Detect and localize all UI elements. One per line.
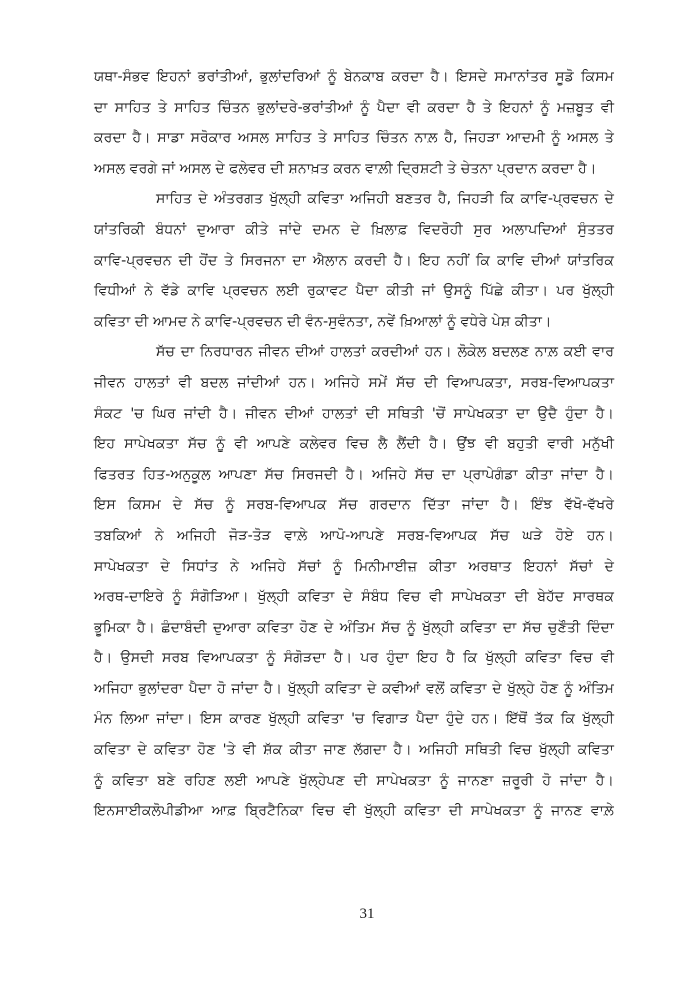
text-line: ਇਨਸਾਈਕਲੋਪੀਡੀਆ ਆਫ਼ ਬ੍ਰਿਟੈਨਿਕਾ ਵਿਚ ਵੀ ਖੁੱਲ੍ਹੀ ਕਵਿਤਾ ਦੀ ਸਾਪੇਖਕਤਾ ਨੂੰ ਜਾਨਣ ਵਾਲ਼ੇ: [94, 803, 614, 820]
text-line: ਕਵਿਤਾ ਦੀ ਆਮਦ ਨੇ ਕਾਵਿ-ਪ੍ਰਵਚਨ ਦੀ ਵੰਨ-ਸੁਵੰਨਤਾ, ਨਵੇਂ ਖ਼ਿਆਲਾਂ ਨੂੰ ਵਧੇਰੇ ਪੇਸ਼ ਕੀਤਾ।: [94, 313, 552, 330]
text-line: ਕਵਿਤਾ ਦੇ ਕਵਿਤਾ ਹੋਣ 'ਤੇ ਵੀ ਸ਼ੱਕ ਕੀਤਾ ਜਾਣ ਲੱਗਦਾ ਹੈ। ਅਜਿਹੀ ਸਥਿਤੀ ਵਿਚ ਖੁੱਲ੍ਹੀ ਕਵਿਤਾ: [94, 742, 614, 759]
text-line: ਸਾਪੇਖਕਤਾ ਦੇ ਸਿਧਾਂਤ ਨੇ ਅਜਿਹੇ ਸੱਚਾਂ ਨੂੰ ਮਿਨੀਮਾਈਜ਼ ਕੀਤਾ ਅਰਥਾਤ ਇਹਨਾਂ ਸੱਚਾਂ ਦੇ: [94, 558, 614, 575]
text-line: ਕਰਦਾ ਹੈ। ਸਾਡਾ ਸਰੋਕਾਰ ਅਸਲ ਸਾਹਿਤ ਤੇ ਸਾਹਿਤ ਚਿੰਤਨ ਨਾਲ਼ ਹੈ, ਜਿਹੜਾ ਆਦਮੀ ਨੂੰ ਅਸਲ ਤੇ: [94, 130, 614, 147]
text-line: ਵਿਧੀਆਂ ਨੇ ਵੱਡੇ ਕਾਵਿ ਪ੍ਰਵਚਨ ਲਈ ਰੁਕਾਵਟ ਪੈਦਾ ਕੀਤੀ ਜਾਂ ਉਸਨੂੰ ਪਿੱਛੇ ਕੀਤਾ। ਪਰ ਖੁੱਲ੍ਹੀ: [94, 283, 614, 300]
text-line: ਹੈ। ਉਸਦੀ ਸਰਬ ਵਿਆਪਕਤਾ ਨੂੰ ਸੰਗੋੜਦਾ ਹੈ। ਪਰ ਹੁੰਦਾ ਇਹ ਹੈ ਕਿ ਖੁੱਲ੍ਹੀ ਕਵਿਤਾ ਵਿਚ ਵੀ: [94, 650, 614, 667]
text-line: ਮੰਨ ਲਿਆ ਜਾਂਦਾ। ਇਸ ਕਾਰਣ ਖੁੱਲ੍ਹੀ ਕਵਿਤਾ 'ਚ ਵਿਗਾੜ ਪੈਦਾ ਹੁੰਦੇ ਹਨ। ਇੱਥੋਂ ਤੱਕ ਕਿ ਖੁੱਲ੍ਹੀ: [94, 711, 614, 728]
text-line: ਯਥਾ-ਸੰਭਵ ਇਹਨਾਂ ਭਰਾਂਤੀਆਂ, ਭੁਲਾਂਦਰਿਆਂ ਨੂੰ ਬੇਨਕਾਬ ਕਰਦਾ ਹੈ। ਇਸਦੇ ਸਮਾਨਾਂਤਰ ਸੂਡੋ ਕਿਸਮ: [94, 69, 614, 85]
paragraph-first-line: ਸਾਹਿਤ ਦੇ ਅੰਤਰਗਤ ਖੁੱਲ੍ਹੀ ਕਵਿਤਾ ਅਜਿਹੀ ਬਣਤਰ ਹੈ, ਜਿਹੜੀ ਕਿ ਕਾਵਿ-ਪ੍ਰਵਚਨ ਦੇ: [156, 191, 614, 208]
text-line: ਅਸਲ ਵਰਗੇ ਜਾਂ ਅਸਲ ਦੇ ਫਲੇਵਰ ਦੀ ਸ਼ਨਾਖ਼ਤ ਕਰਨ ਵਾਲ਼ੀ ਦ੍ਰਿਸ਼ਟੀ ਤੇ ਚੇਤਨਾ ਪ੍ਰਦਾਨ ਕਰਦਾ ਹੈ।: [94, 160, 597, 177]
body-text: [94, 62, 614, 827]
text-line: ਸੰਕਟ 'ਚ ਘਿਰ ਜਾਂਦੀ ਹੈ। ਜੀਵਨ ਦੀਆਂ ਹਾਲਤਾਂ ਦੀ ਸਥਿਤੀ 'ਚੋਂ ਸਾਪੇਖਕਤਾ ਦਾ ਉਦੈ ਹੁੰਦਾ ਹੈ।: [94, 405, 614, 422]
text-line: ਇਹ ਸਾਪੇਖਕਤਾ ਸੱਚ ਨੂੰ ਵੀ ਆਪਣੇ ਕਲੇਵਰ ਵਿਚ ਲੈ ਲੈਂਦੀ ਹੈ। ਉਂਝ ਵੀ ਬਹੁਤੀ ਵਾਰੀ ਮਨੁੱਖੀ: [94, 436, 614, 453]
text-line: ਨੂੰ ਕਵਿਤਾ ਬਣੇ ਰਹਿਣ ਲਈ ਆਪਣੇ ਖੁੱਲ੍ਹੇਪਣ ਦੀ ਸਾਪੇਖਕਤਾ ਨੂੰ ਜਾਨਣਾ ਜ਼ਰੂਰੀ ਹੋ ਜਾਂਦਾ ਹੈ।: [94, 772, 614, 789]
text-line: ਯਾਂਤਰਿਕੀ ਬੰਧਨਾਂ ਦੁਆਰਾ ਕੀਤੇ ਜਾਂਦੇ ਦਮਨ ਦੇ ਖ਼ਿਲਾਫ਼ ਵਿਦਰੋਹੀ ਸੁਰ ਅਲਾਪਦਿਆਂ ਸੁੰਤਤਰ: [94, 221, 614, 238]
text-line: ਕਾਵਿ-ਪ੍ਰਵਚਨ ਦੀ ਹੋਂਦ ਤੇ ਸਿਰਜਨਾ ਦਾ ਐਲਾਨ ਕਰਦੀ ਹੈ। ਇਹ ਨਹੀਂ ਕਿ ਕਾਵਿ ਦੀਆਂ ਯਾਂਤਰਿਕ: [94, 252, 614, 269]
text-line: ਤਬਕਿਆਂ ਨੇ ਅਜਿਹੀ ਜੋੜ-ਤੋੜ ਵਾਲ਼ੇ ਆਪੋ-ਆਪਣੇ ਸਰਬ-ਵਿਆਪਕ ਸੱਚ ਘੜੇ ਹੋਏ ਹਨ।: [94, 527, 614, 544]
text-line: ਦਾ ਸਾਹਿਤ ਤੇ ਸਾਹਿਤ ਚਿੰਤਨ ਭੁਲਾਂਦਰੇ-ਭਰਾਂਤੀਆਂ ਨੂੰ ਪੈਦਾ ਵੀ ਕਰਦਾ ਹੈ ਤੇ ਇਹਨਾਂ ਨੂੰ ਮਜ਼ਬੂਤ ਵੀ: [94, 99, 614, 116]
text-line: ਅਰਥ-ਦਾਇਰੇ ਨੂੰ ਸੰਗੋੜਿਆ। ਖੁੱਲ੍ਹੀ ਕਵਿਤਾ ਦੇ ਸੰਬੰਧ ਵਿਚ ਵੀ ਸਾਪੇਖਕਤਾ ਦੀ ਬੇਹੱਦ ਸਾਰਥਕ: [94, 589, 614, 606]
paragraph-first-line: ਸੱਚ ਦਾ ਨਿਰਧਾਰਨ ਜੀਵਨ ਦੀਆਂ ਹਾਲਤਾਂ ਕਰਦੀਆਂ ਹਨ। ਲੋਕੇਲ ਬਦਲਣ ਨਾਲ਼ ਕਈ ਵਾਰ: [156, 344, 614, 361]
text-line: ਫਿਤਰਤ ਹਿਤ-ਅਨੁਕੂਲ ਆਪਣਾ ਸੱਚ ਸਿਰਜਦੀ ਹੈ। ਅਜਿਹੇ ਸੱਚ ਦਾ ਪ੍ਰਾਪੇਗੰਡਾ ਕੀਤਾ ਜਾਂਦਾ ਹੈ।: [94, 466, 614, 483]
page-number: 31: [359, 906, 375, 922]
text-line: ਅਜਿਹਾ ਭੁਲਾਂਦਰਾ ਪੈਦਾ ਹੋ ਜਾਂਦਾ ਹੈ। ਖੁੱਲ੍ਹੀ ਕਵਿਤਾ ਦੇ ਕਵੀਆਂ ਵਲੋਂ ਕਵਿਤਾ ਦੇ ਖੁੱਲ੍ਹੇ ਹੋਣ ਨੂੰ ਅੰਤਿਮ: [94, 680, 614, 697]
text-line: ਭੂਮਿਕਾ ਹੈ। ਛੰਦਾਬੰਦੀ ਦੁਆਰਾ ਕਵਿਤਾ ਹੋਣ ਦੇ ਅੰਤਿਮ ਸੱਚ ਨੂੰ ਖੁੱਲ੍ਹੀ ਕਵਿਤਾ ਦਾ ਸੱਚ ਚੁਣੌਤੀ ਦਿੰਦਾ: [94, 619, 614, 636]
text-line: ਇਸ ਕਿਸਮ ਦੇ ਸੱਚ ਨੂੰ ਸਰਬ-ਵਿਆਪਕ ਸੱਚ ਗਰਦਾਨ ਦਿੱਤਾ ਜਾਂਦਾ ਹੈ। ਇੰਝ ਵੱਖੋ-ਵੱਖਰੇ: [94, 497, 614, 514]
text-line: ਜੀਵਨ ਹਾਲਤਾਂ ਵੀ ਬਦਲ ਜਾਂਦੀਆਂ ਹਨ। ਅਜਿਹੇ ਸਮੇਂ ਸੱਚ ਦੀ ਵਿਆਪਕਤਾ, ਸਰਬ-ਵਿਆਪਕਤਾ: [94, 374, 614, 391]
